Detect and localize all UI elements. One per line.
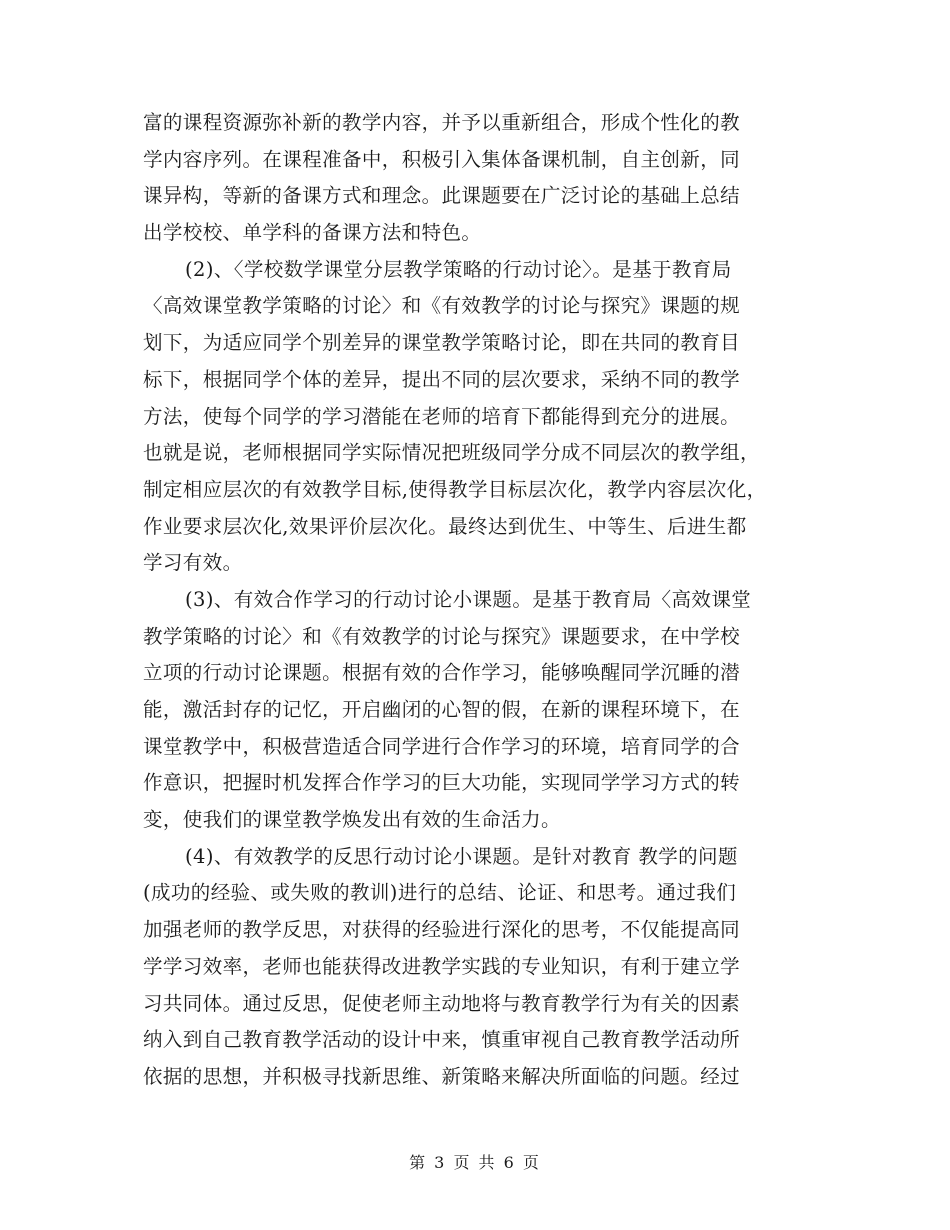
text-line: 变，使我们的课堂教学焕发出有效的生命活力。	[143, 808, 561, 832]
text-line: 习共同体。通过反思，促使老师主动地将与教育教学行为有关的因素	[143, 991, 741, 1015]
text-line: 课异构，等新的备课方式和理念。此课题要在广泛讨论的基础上总结	[143, 184, 741, 208]
page-number-footer: 第 3 页 共 6 页	[409, 1153, 541, 1172]
text-line: 立项的行动讨论课题。根据有效的合作学习，能够唤醒同学沉睡的潜	[143, 661, 741, 685]
text-line: 学内容序列。在课程准备中，积极引入集体备课机制，自主创新，同	[143, 147, 741, 171]
text-line: (成功的经验、或失败的教训)进行的总结、论证、和思考。通过我们	[143, 881, 737, 905]
text-line: 学学习效率，老师也能获得改进教学实践的专业知识，有利于建立学	[143, 954, 741, 978]
text-line: 教学策略的讨论〉和《有效教学的讨论与探究》课题要求，在中学校	[143, 624, 741, 648]
text-line: 能，激活封存的记忆，开启幽闭的心智的假，在新的课程环境下，在	[143, 698, 741, 721]
text-line: 标下，根据同学个体的差异，提出不同的层次要求，采纳不同的教学	[143, 367, 741, 391]
paragraph-start-line: (2)、〈学校数学课堂分层教学策略的行动讨论〉。是基于教育局	[185, 257, 732, 281]
text-line: 作意识，把握时机发挥合作学习的巨大功能，实现同学学习方式的转	[143, 771, 741, 795]
text-line: 划下，为适应同学个别差异的课堂教学策略讨论，即在共同的教育目	[143, 331, 741, 355]
text-line: 纳入到自己教育教学活动的设计中来，慎重审视自己教育教学活动所	[143, 1028, 741, 1052]
text-line: 出学校校、单学科的备课方法和特色。	[143, 221, 482, 245]
text-line: 富的课程资源弥补新的教学内容，并予以重新组合，形成个性化的教	[143, 111, 741, 134]
text-line: 制定相应层次的有效教学目标,使得教学目标层次化，教学内容层次化，	[143, 477, 767, 501]
text-line: 加强老师的教学反思，对获得的经验进行深化的思考，不仅能提高同	[143, 918, 741, 942]
text-line: 课堂教学中，积极营造适合同学进行合作学习的环境，培育同学的合	[143, 734, 741, 758]
text-line: 作业要求层次化,效果评价层次化。最终达到优生、中等生、后进生都	[143, 514, 747, 538]
text-line: 〈高效课堂教学策略的讨论〉和《有效教学的讨论与探究》课题的规	[143, 294, 741, 318]
body-text	[143, 105, 813, 1096]
paragraph-start-line: (3)、有效合作学习的行动讨论小课题。是基于教育局〈高效课堂	[185, 587, 752, 611]
text-line: 依据的思想，并积极寻找新思维、新策略来解决所面临的问题。经过	[143, 1064, 741, 1088]
text-line: 方法，使每个同学的学习潜能在老师的培育下都能得到充分的进展。	[143, 404, 741, 428]
paragraph-start-line: (4)、有效教学的反思行动讨论小课题。是针对教育 教学的问题	[185, 844, 738, 868]
text-line: 学习有效。	[143, 551, 243, 575]
text-line: 也就是说，老师根据同学实际情况把班级同学分成不同层次的教学组，	[143, 441, 760, 465]
